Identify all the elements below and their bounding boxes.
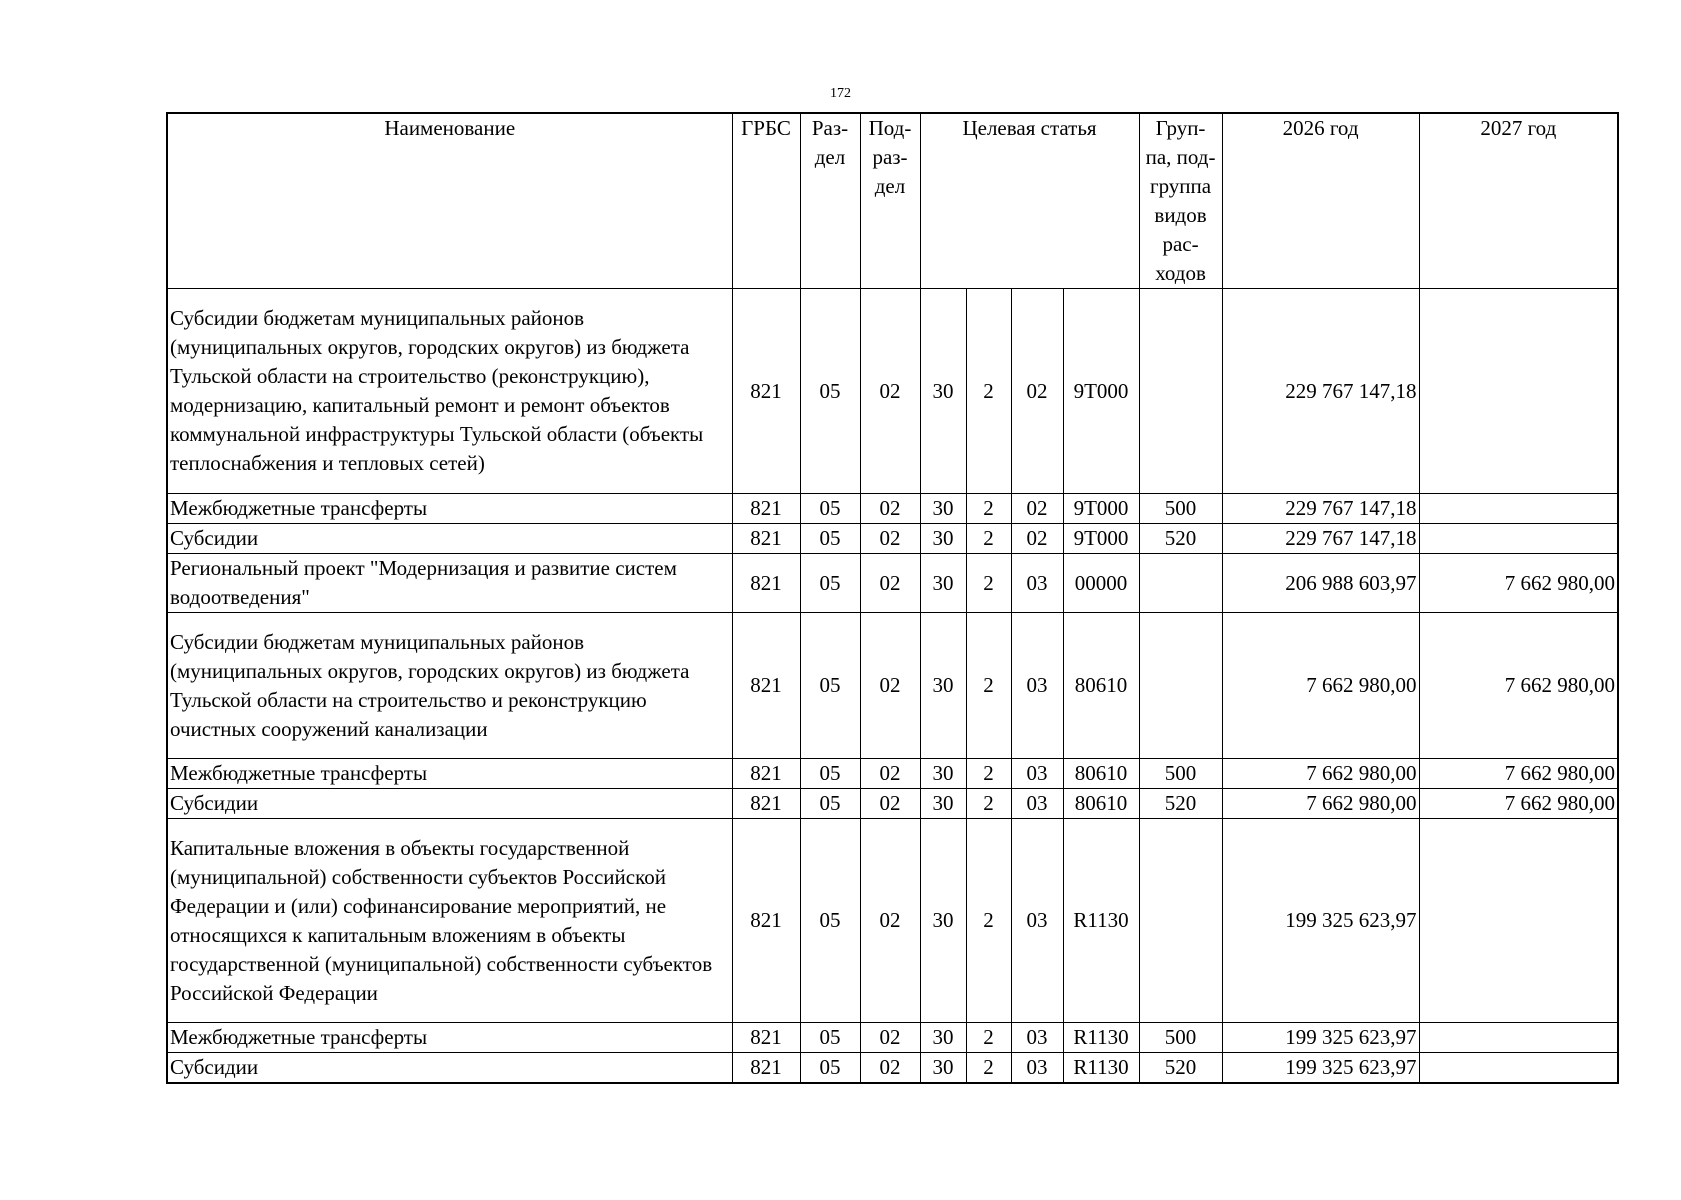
row-target-program: 30	[920, 819, 966, 1023]
row-target-program: 30	[920, 613, 966, 759]
row-amount-2026: 229 767 147,18	[1222, 289, 1419, 494]
row-target-type: 2	[966, 759, 1011, 789]
row-razdel: 05	[800, 494, 860, 524]
row-razdel: 05	[800, 759, 860, 789]
row-target-type: 2	[966, 1023, 1011, 1053]
row-expense-group	[1139, 289, 1222, 494]
row-amount-2027	[1419, 1053, 1618, 1084]
table-row	[167, 289, 1618, 494]
row-razdel: 05	[800, 554, 860, 613]
row-target-program: 30	[920, 494, 966, 524]
page-number: 172	[830, 86, 851, 101]
budget-table	[166, 112, 1619, 1084]
row-target-direction: R1130	[1063, 1053, 1139, 1084]
row-amount-2027: 7 662 980,00	[1419, 554, 1618, 613]
row-name: Субсидии	[167, 524, 732, 554]
row-expense-group	[1139, 613, 1222, 759]
row-expense-group: 520	[1139, 789, 1222, 819]
row-name: Субсидии бюджетам муниципальных районов (муниципальных округов, городских округов) из бюджета Тульской области на строительство (реконструкцию), модернизацию, капитальный ремонт и ремонт объектов коммунальной инфраструктуры Тульской области (объекты теплоснабжения и тепловых сетей)	[167, 289, 732, 494]
row-amount-2027	[1419, 819, 1618, 1023]
row-razdel: 05	[800, 1053, 860, 1084]
row-target-type: 2	[966, 819, 1011, 1023]
row-amount-2026: 229 767 147,18	[1222, 524, 1419, 554]
table-row	[167, 1023, 1618, 1053]
row-podrazdel: 02	[860, 494, 920, 524]
table-row	[167, 789, 1618, 819]
header-name: Наименование	[167, 113, 732, 289]
row-razdel: 05	[800, 819, 860, 1023]
row-target-program: 30	[920, 524, 966, 554]
row-podrazdel: 02	[860, 819, 920, 1023]
row-podrazdel: 02	[860, 759, 920, 789]
row-target-direction: R1130	[1063, 1023, 1139, 1053]
header-razdel: Раз- дел	[800, 113, 860, 289]
row-name: Межбюджетные трансферты	[167, 759, 732, 789]
row-amount-2027: 7 662 980,00	[1419, 759, 1618, 789]
row-grbs: 821	[732, 554, 800, 613]
row-target-direction: 00000	[1063, 554, 1139, 613]
header-podrazdel: Под- раз- дел	[860, 113, 920, 289]
row-target-program: 30	[920, 289, 966, 494]
row-amount-2027: 7 662 980,00	[1419, 789, 1618, 819]
row-amount-2027: 7 662 980,00	[1419, 613, 1618, 759]
row-podrazdel: 02	[860, 289, 920, 494]
row-grbs: 821	[732, 789, 800, 819]
row-target-type: 2	[966, 554, 1011, 613]
row-target-direction: 80610	[1063, 759, 1139, 789]
table-row	[167, 1053, 1618, 1084]
table-row	[167, 759, 1618, 789]
row-target-subprogram: 03	[1011, 554, 1063, 613]
row-grbs: 821	[732, 1053, 800, 1084]
row-podrazdel: 02	[860, 524, 920, 554]
table-row	[167, 613, 1618, 759]
row-grbs: 821	[732, 524, 800, 554]
row-expense-group	[1139, 819, 1222, 1023]
row-razdel: 05	[800, 613, 860, 759]
row-target-direction: 9Т000	[1063, 524, 1139, 554]
row-amount-2027	[1419, 1023, 1618, 1053]
row-grbs: 821	[732, 494, 800, 524]
row-target-direction: R1130	[1063, 819, 1139, 1023]
row-target-subprogram: 03	[1011, 1023, 1063, 1053]
row-grbs: 821	[732, 289, 800, 494]
row-amount-2026: 199 325 623,97	[1222, 1023, 1419, 1053]
row-podrazdel: 02	[860, 1023, 920, 1053]
row-name: Субсидии бюджетам муниципальных районов (муниципальных округов, городских округов) из бюджета Тульской области на строительство и реконструкцию очистных сооружений канализации	[167, 613, 732, 759]
row-amount-2027	[1419, 494, 1618, 524]
table-header-row	[167, 113, 1618, 289]
row-amount-2026: 199 325 623,97	[1222, 1053, 1419, 1084]
row-name: Межбюджетные трансферты	[167, 494, 732, 524]
row-podrazdel: 02	[860, 613, 920, 759]
row-name: Межбюджетные трансферты	[167, 1023, 732, 1053]
row-expense-group: 500	[1139, 494, 1222, 524]
row-target-direction: 9Т000	[1063, 494, 1139, 524]
row-expense-group: 500	[1139, 1023, 1222, 1053]
header-year-2027: 2027 год	[1419, 113, 1618, 289]
row-target-subprogram: 03	[1011, 819, 1063, 1023]
row-target-type: 2	[966, 289, 1011, 494]
row-grbs: 821	[732, 819, 800, 1023]
row-target-subprogram: 03	[1011, 759, 1063, 789]
row-target-program: 30	[920, 1023, 966, 1053]
header-expense-group: Груп- па, под- группа видов рас- ходов	[1139, 113, 1222, 289]
row-target-direction: 80610	[1063, 789, 1139, 819]
header-year-2026: 2026 год	[1222, 113, 1419, 289]
row-expense-group: 500	[1139, 759, 1222, 789]
row-razdel: 05	[800, 289, 860, 494]
row-target-type: 2	[966, 1053, 1011, 1084]
table-row	[167, 554, 1618, 613]
row-target-type: 2	[966, 524, 1011, 554]
row-target-program: 30	[920, 554, 966, 613]
row-podrazdel: 02	[860, 789, 920, 819]
row-name: Субсидии	[167, 1053, 732, 1084]
row-grbs: 821	[732, 1023, 800, 1053]
row-target-subprogram: 03	[1011, 1053, 1063, 1084]
row-podrazdel: 02	[860, 1053, 920, 1084]
row-target-subprogram: 03	[1011, 613, 1063, 759]
row-target-subprogram: 03	[1011, 789, 1063, 819]
row-expense-group: 520	[1139, 1053, 1222, 1084]
row-razdel: 05	[800, 789, 860, 819]
header-target-article: Целевая статья	[920, 113, 1139, 289]
row-amount-2026: 199 325 623,97	[1222, 819, 1419, 1023]
row-name: Субсидии	[167, 789, 732, 819]
row-target-program: 30	[920, 759, 966, 789]
row-expense-group	[1139, 554, 1222, 613]
row-target-direction: 80610	[1063, 613, 1139, 759]
table-body	[167, 289, 1618, 1084]
row-target-program: 30	[920, 789, 966, 819]
row-target-subprogram: 02	[1011, 494, 1063, 524]
row-target-subprogram: 02	[1011, 289, 1063, 494]
row-target-type: 2	[966, 494, 1011, 524]
row-podrazdel: 02	[860, 554, 920, 613]
table-row	[167, 819, 1618, 1023]
table-row	[167, 494, 1618, 524]
row-expense-group: 520	[1139, 524, 1222, 554]
row-grbs: 821	[732, 759, 800, 789]
row-razdel: 05	[800, 1023, 860, 1053]
row-target-direction: 9Т000	[1063, 289, 1139, 494]
row-amount-2026: 206 988 603,97	[1222, 554, 1419, 613]
row-grbs: 821	[732, 613, 800, 759]
row-amount-2026: 229 767 147,18	[1222, 494, 1419, 524]
row-name: Капитальные вложения в объекты государственной (муниципальной) собственности субъектов Российской Федерации и (или) софинансирование мероприятий, не относящихся к капитальным вложениям в объекты государственной (муниципальной) собственности субъектов Российской Федерации	[167, 819, 732, 1023]
row-target-program: 30	[920, 1053, 966, 1084]
row-target-type: 2	[966, 789, 1011, 819]
row-razdel: 05	[800, 524, 860, 554]
header-grbs: ГРБС	[732, 113, 800, 289]
row-amount-2026: 7 662 980,00	[1222, 789, 1419, 819]
table-row	[167, 524, 1618, 554]
row-amount-2027	[1419, 289, 1618, 494]
row-amount-2027	[1419, 524, 1618, 554]
row-amount-2026: 7 662 980,00	[1222, 759, 1419, 789]
row-name: Региональный проект "Модернизация и развитие систем водоотведения"	[167, 554, 732, 613]
row-target-subprogram: 02	[1011, 524, 1063, 554]
row-target-type: 2	[966, 613, 1011, 759]
row-amount-2026: 7 662 980,00	[1222, 613, 1419, 759]
